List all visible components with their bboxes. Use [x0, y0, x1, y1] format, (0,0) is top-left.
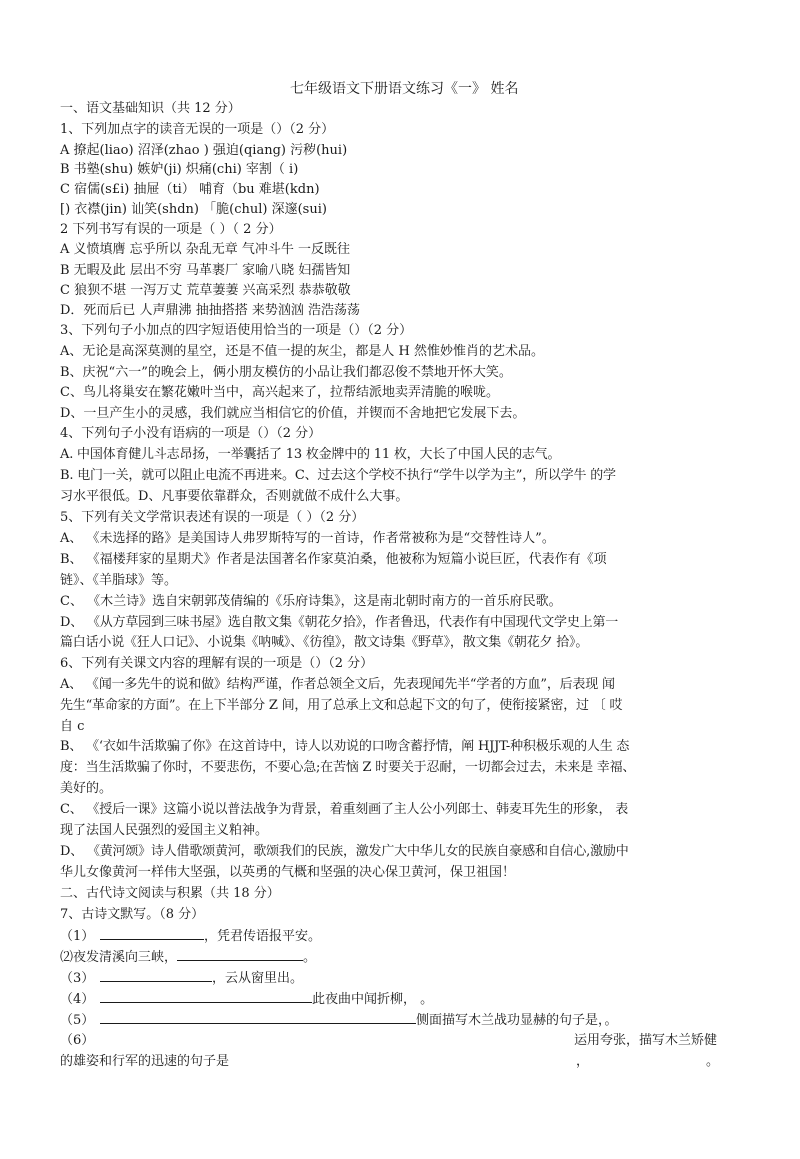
option-line: 现了法国人民强烈的爱国主义粕神。	[60, 823, 269, 838]
question-stem: 3、下列句子小加点的四字短语使用恰当的一项是（）（2 分）	[60, 323, 413, 338]
verse-text: 的雄姿和行军的迅速的句子是	[60, 1054, 230, 1069]
option-line: 华儿女像黄河一样伟大坚强，以英勇的气概和坚强的决心保卫黄河，保卫祖国！	[60, 865, 516, 880]
option-line: D．死而后已 人声鼎沸 抽抽搭搭 来势汹汹 浩浩荡荡	[60, 303, 360, 318]
comma-mark: ，	[576, 1054, 590, 1069]
option-line: [) 衣襟(jin) 讪笑(shdn) 「脆(chul) 深邃(sui)	[60, 202, 327, 217]
blank-line-5	[60, 1011, 618, 1030]
option-line: D、一旦产生小的灵感，我们就应当相信它的价值，并锲而不舍地把它发展下去。	[60, 406, 526, 421]
option-line: C 宿儒(s£i) 抽屉（ti） 哺育（bu 难堪(kdn)	[60, 182, 320, 197]
page-title: 七年级语文下册语文练习《一》 姓名	[290, 81, 519, 97]
option-line: C、 《木兰诗》选自宋朝郭茂倩编的《乐府诗集》，这是南北朝时南方的一首乐府民歌。	[60, 594, 562, 609]
blank-number: （3）	[60, 971, 95, 986]
question-stem: 6、下列有关课文内容的理解有误的一项是（）（2 分）	[60, 656, 374, 671]
option-line: D、 《从方草园到三味书屋》选自散文集《朝花夕拾》，作者鲁迅，代表作有中国现代文学史上第一	[60, 615, 619, 630]
question-stem: 7、古诗文默写。（8 分）	[60, 907, 205, 922]
option-line: A 撩起(liao) 沼泽(zhao ) 强迫(qiang) 污秽(hui)	[60, 143, 348, 158]
verse-text: 此夜曲中闻折柳， 。	[312, 992, 434, 1007]
option-line: B 无暇及此 层出不穷 马革裹厂 家喻八晓 妇孺皆知	[60, 263, 351, 278]
section-heading: 一、语文基础知识（共 12 分）	[60, 101, 241, 116]
option-line: B、庆祝“六一”的晚会上，俩小朋友模仿的小品让我们都忍俊不禁地开怀大笑。	[60, 365, 512, 380]
question-stem: 5、下列有关文学常识表述有误的一项是（ ）（2 分）	[60, 510, 365, 525]
option-line: 习水平很低。D、凡事要依靠群众，否则就做不成什么大事。	[60, 489, 409, 504]
option-line: 自 c	[60, 719, 85, 734]
verse-text: 侧面描写木兰战功显赫的句子是，。	[416, 1013, 618, 1028]
option-line: B 书塾(shu) 嫉妒(ji) 炽痛(chi) 宰割（ i)	[60, 162, 299, 177]
option-line: C、 《授后一课》这篇小说以普法战争为背景，着重刻画了主人公小列郎士、韩麦耳先生的形象， 表	[60, 802, 629, 817]
blank-number: （5）	[60, 1013, 95, 1028]
verse-text: ，云从窗里出。	[212, 971, 304, 986]
blank-line-4	[60, 990, 433, 1009]
question-stem: 1、下列加点字的读音无误的一项是（）（2 分）	[60, 122, 335, 137]
verse-text: 。	[303, 950, 317, 965]
option-line: 先生“革命家的方面”。在上下半部分 Z 间，用了总承上文和总起下文的句了，使衔接紧密，过 〔 哎	[60, 698, 623, 713]
verse-text: 运用夸张，描写木兰矫健	[574, 1033, 718, 1048]
option-line: A 义愤填膺 忘乎所以 杂乱无章 气冲斗牛 一反既往	[60, 242, 351, 257]
option-line: B、 《福楼拜家的星期犬》作者是法国著名作家莫泊桑，他被称为短篇小说巨匠，代表作有《项	[60, 552, 607, 567]
option-line: A、无论是高深莫测的星空，还是不值一提的灰尘，都是人 H 然惟妙惟肖的艺术品。	[60, 344, 544, 359]
option-line: 度：当生活欺骗了你时，不要悲伤，不要心急;在苦恼 Z 时要关于忍耐，一切都会过去，未来是 幸福、	[60, 760, 636, 775]
option-line: B、 《‘衣如牛活欺骗了你》在这首诗中，诗人以劝说的口吻含蓄抒情，阐 HJJT-种积极乐观的人生 态	[60, 739, 630, 754]
answer-blank[interactable]	[177, 948, 303, 961]
blank-number: （4）	[60, 992, 95, 1007]
option-line: 篇白话小说《狂人口记》、小说集《呐喊》、《彷徨》，散文诗集《野草》，散文集《朝花夕 拾》。	[60, 635, 589, 650]
verse-text: ，凭君传语报平安。	[204, 929, 322, 944]
question-stem: 4、下列句子小没有语病的一项是（）（2 分）	[60, 426, 322, 441]
answer-blank[interactable]	[100, 927, 204, 940]
period-mark: 。	[706, 1054, 720, 1069]
option-line: A、 《未选择的路》是美国诗人弗罗斯特写的一首诗，作者常被称为是“交替性诗人”。	[60, 531, 555, 546]
answer-blank[interactable]	[100, 990, 312, 1003]
blank-line-2	[60, 948, 316, 967]
blank-line-3	[60, 969, 303, 988]
verse-text: ⑵夜发清溪向三峡，	[60, 950, 178, 965]
blank-line-1	[60, 927, 321, 946]
option-line: 链》、《羊脂球》等。	[60, 573, 178, 588]
option-line: C 狼狈不堪 一泻万丈 荒草萋萋 兴高采烈 恭恭敬敬	[60, 283, 351, 298]
option-line: C、鸟儿将巢安在繁花嫩叶当中，高兴起来了，拉帮结派地卖弄清脆的喉咙。	[60, 385, 499, 400]
blank-number: （6）	[60, 1033, 95, 1048]
answer-blank[interactable]	[100, 969, 212, 982]
answer-blank[interactable]	[100, 1011, 416, 1024]
question-stem: 2 下列书写有误的一项是（ ）（ 2 分）	[60, 222, 282, 237]
option-line: A. 中国体育健儿斗志昂扬，一举囊括了 13 枚金牌中的 11 枚，大长了中国人民的志气。	[60, 447, 561, 462]
section-heading: 二、古代诗文阅读与积累（共 18 分）	[60, 886, 280, 901]
option-line: A、 《闻一多先牛的说和做》结构严谨，作者总领全文后，先表现闻先半“学者的方血”，后表现 闻	[60, 677, 615, 692]
option-line: B. 电门一关，就可以阻止电流不再进来。C、过去这个学校不执行“学牛以学为主”，所以学牛 的学	[60, 468, 616, 483]
blank-number: （1）	[60, 929, 95, 944]
option-line: 美好的。	[60, 781, 113, 796]
option-line: D、 《黄河颂》诗人借歌颂黄河，歌颂我们的民族，激发广大中华儿女的民族自豪感和自信心,激励中	[60, 844, 629, 859]
